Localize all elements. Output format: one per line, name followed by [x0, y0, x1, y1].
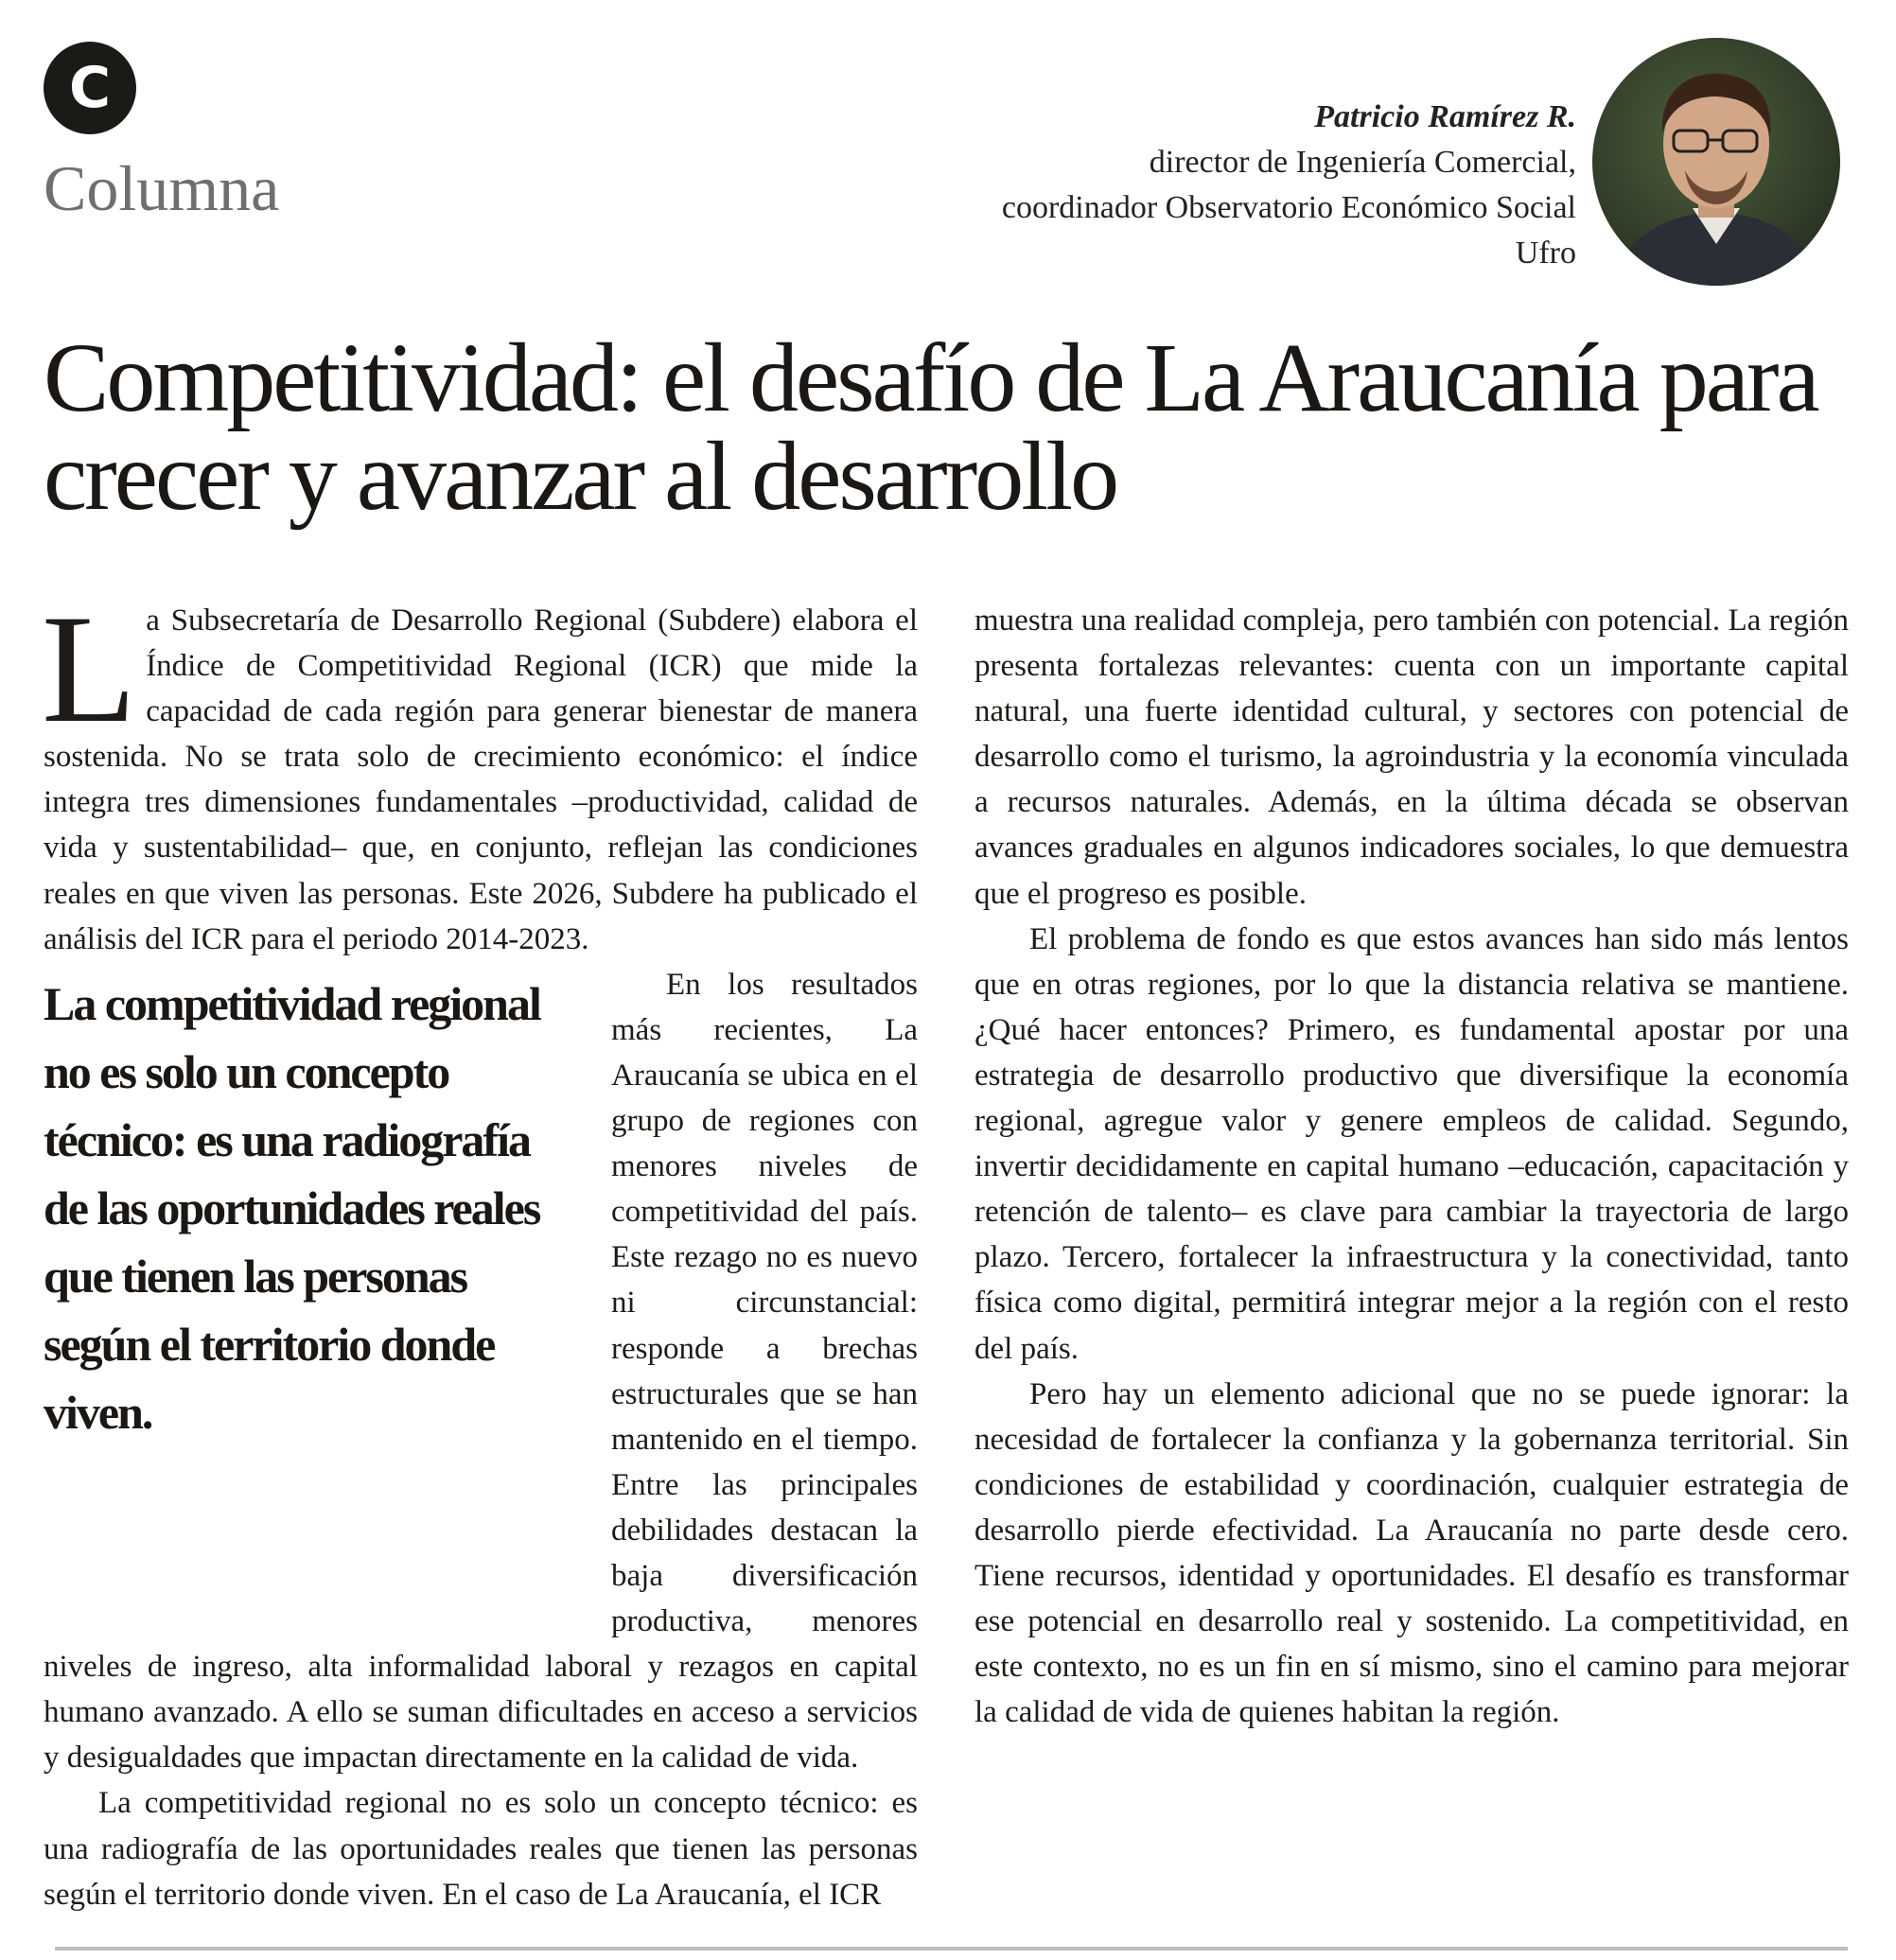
article-column-right — [974, 598, 1849, 1735]
author-name: Patricio Ramírez R. — [1314, 99, 1576, 134]
article-column-left — [42, 584, 918, 1917]
section-logo-letter: C — [68, 55, 112, 121]
paragraph-1 — [42, 584, 918, 962]
paragraph-4: El problema de fondo es que estos avances han sido más lentos que en otras regiones, por lo que la distancia relativa se mantiene. ¿Qué hacer entonces? Primero, es fundamental apostar por una estrategia de desarrollo productivo que diversifique la economía regional, agregue valor y genere empleos de calidad. Segundo, invertir decididamente en capital humano –educación, capacitación y retención de talento– es clave para cambiar la trayectoria de largo plazo. Tercero, fortalecer la infraestructura y la conectividad, tanto física como digital, permitirá integrar mejor a la región con el resto del país. — [974, 921, 1849, 1366]
paragraph-3: La competitividad regional no es solo un concepto técnico: es una radiografía de las oportunidades reales que tienen las personas según el territorio donde viven. En el caso de La Araucanía, el ICR — [44, 1786, 918, 1912]
author-role-line-2: coordinador Observatorio Económico Social — [1001, 190, 1576, 225]
author-role-line-3: Ufro — [1515, 236, 1576, 271]
byline — [1002, 95, 1576, 276]
bottom-divider — [55, 1947, 1848, 1951]
pull-quote: La competitividad regional no es solo un concepto técnico: es una radiografía de las oportunidades reales que tienen las personas según el territorio donde viven. — [44, 976, 540, 1439]
author-photo — [1592, 38, 1840, 286]
section-logo-icon — [44, 42, 136, 134]
author-role-line-1: director de Ingeniería Comercial, — [1149, 145, 1576, 180]
paragraph-1-text: a Subsecretaría de Desarrollo Regional (Subdere) elabora el Índice de Competitividad Regional (ICR) que mide la capacidad de cada región para generar bienestar de manera sostenida. No se trata solo de crecimiento económico: el índice integra tres dimensiones fundamentales –productividad, calidad de vida y sustentabilidad– que, en conjunto, reflejan las condiciones reales en que viven las personas. Este 2026, Subdere ha publicado el análisis del ICR para el periodo 2014-2023. — [44, 604, 918, 956]
paragraph-5: Pero hay un elemento adicional que no se puede ignorar: la necesidad de fortalecer la confianza y la gobernanza territorial. Sin condiciones de estabilidad y coordinación, cualquier estrategia de desarrollo pierde efectividad. La Araucanía no parte desde cero. Tiene recursos, identidad y oportunidades. El desafío es transformar ese potencial en desarrollo real y sostenido. La competitividad, en este contexto, no es un fin en sí mismo, sino el camino para mejorar la calidad de vida de quienes habitan la región. — [974, 1376, 1849, 1730]
section-label: Columna — [44, 152, 280, 224]
headline: Competitividad: el desafío de La Araucanía para crecer y avanzar al desarrollo — [44, 324, 1817, 531]
paragraph-2: En los resultados más recientes, La Araucanía se ubica en el grupo de regiones con menores niveles de competitividad del país. Este rezago no es nuevo ni circunstancial: responde a brechas estructurales que se han mantenido en el tiempo. Entre las principales debilidades destacan la baja diversificación productiva, menores niveles de ingreso, alta informalidad laboral y rezagos en capital humano avanzado. A ello se suman dificultades en acceso a servicios y desigualdades que impactan directamente en la calidad de vida. — [44, 967, 918, 1776]
author-portrait-illustration — [1592, 38, 1840, 286]
paragraph-3-continued: muestra una realidad compleja, pero también con potencial. La región presenta fortalezas relevantes: cuenta con un importante capital natural, una fuerte identidad cultural, y sectores con potencial de desarrollo como el turismo, la agroindustria y la economía vinculada a recursos naturales. Además, en la última década se observan avances graduales en algunos indicadores sociales, lo que demuestra que el progreso es posible. — [974, 604, 1849, 911]
drop-cap: L — [42, 584, 137, 755]
